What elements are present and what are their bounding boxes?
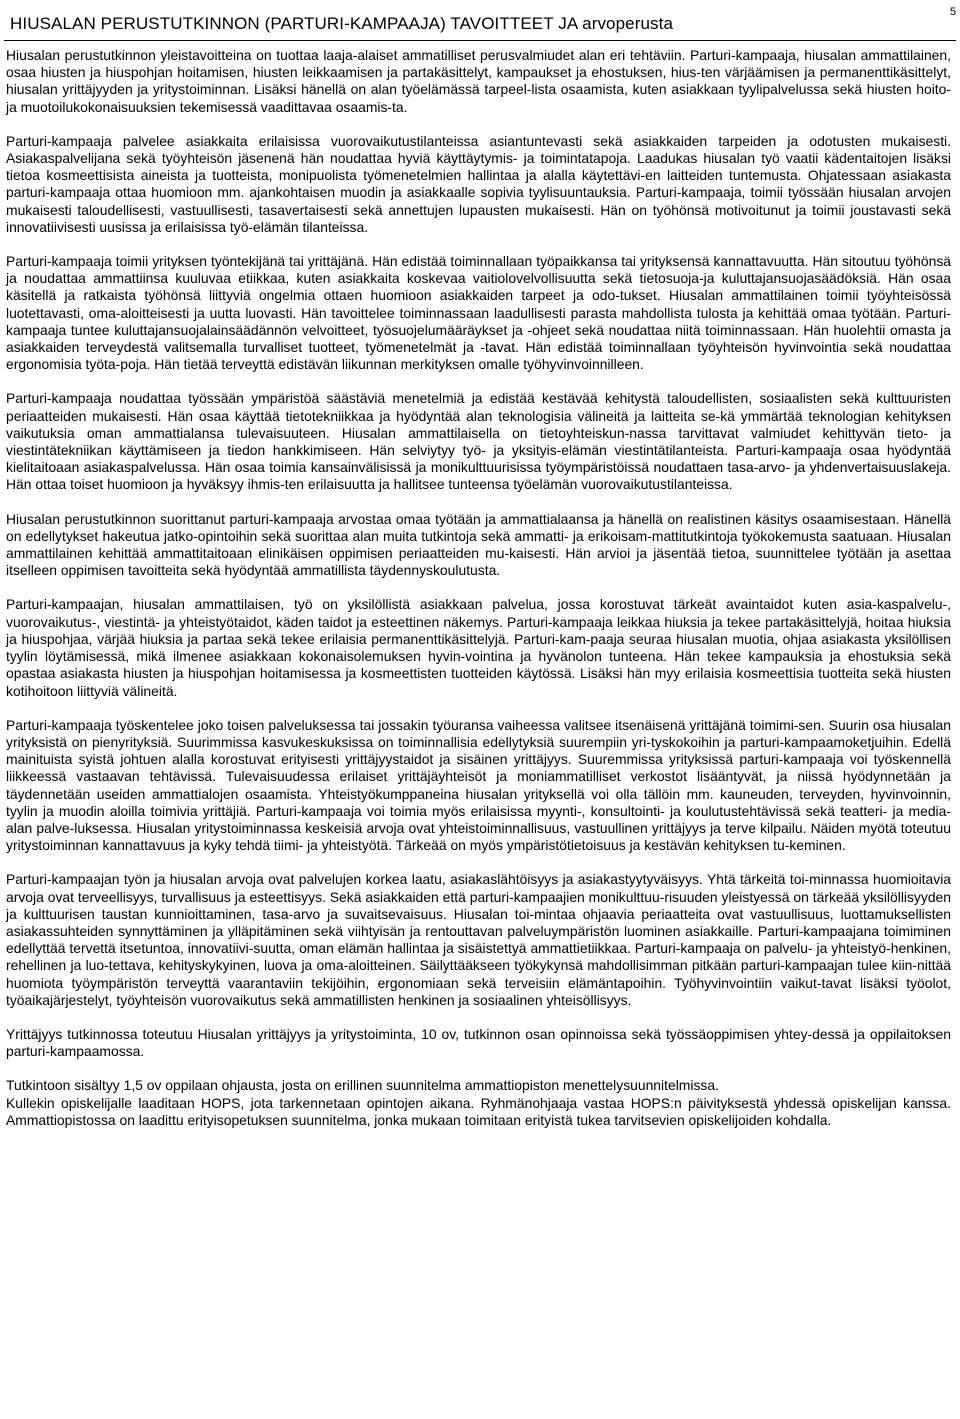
- paragraph-hops: Kullekin opiskelijalle laaditaan HOPS, jota tarkennetaan opintojen aikana. Ryhmänohjaaja vastaa HOPS:n päivityksestä yhdessä opiskelijan kanssa. Ammattiopistossa on laadittu erityisopetuksen suunnitelma, jonka mukaan toimitaan erityistä tukea tarvitsevien opiskelijoiden kohdalla.: [6, 1094, 951, 1128]
- paragraph-values: Parturi-kampaajan työn ja hiusalan arvoja ovat palvelujen korkea laatu, asiakaslähtöisyys ja asiakastyytyväisyys. Yhtä tärkeitä toi-minnassa huomioitavia arvoja ovat terveellisyys, turvallisuus ja esteettisyys. Sekä asiakkaiden että parturi-kampaajien monikulttuu-risuuden yleistyessä on tärkeää yksilöllisyyden ja kulttuurisen taustan kunnioittaminen, tasa-arvo ja suvaitsevaisuus. Hiusalan toi-mintaa ohjaavia periaatteita ovat vastuullisuus, luottamuksellisten asiakassuhteiden synnyttäminen ja ylläpitäminen sekä viihtyisän ja rentouttavan palveluympäristön luominen asiakkaille. Parturi-kampaajana toimiminen edellyttää tervettä itsetuntoa, innovatiivi-suutta, oman elämän hallintaa ja sisäistettyä ammattietiikkaa. Parturi-kampaaja on palvelu- ja yhteistyö-henkinen, rehellinen ja luo-tettava, kehityskykyinen, luova ja oma-aloitteinen. Säilyttääkseen työkykynsä mahdollisimman pitkään parturi-kampaajan tulee kiin-nittää huomiota työympäristön terveyttä vaarantaviin tekijöihin, ergonomiaan sekä terveisiin elämäntapoihin. Työhyvinvointiin vaikut-tavat lisäksi työolot, työaikajärjestelyt, työyhteisön vuorovaikutus sekä ammatillisten henkinen ja sosiaalinen yhteisöllisyys.: [6, 871, 951, 1008]
- paragraph-customer-service: Parturi-kampaaja palvelee asiakkaita erilaisissa vuorovaikutustilanteissa asiantuntevasti sekä asiakkaiden tarpeiden ja odotusten mukaisesti. Asiakaspalvelijana sekä työyhteisön jäsenenä hän noudattaa hyviä käyttäytymis- ja toimintatapoja. Laadukas hiusalan työ vaatii kädentaitojen lisäksi tietoa kosmeettisista aineista ja tuotteista, monipuolista työmenetelmien hallintaa ja alalla käytettävi-en laitteiden tuntemusta. Ohjatessaan asiakasta parturi-kampaaja ottaa huomioon mm. ajankohtaisen muodin ja asiakkaalle sopivia tyylisuuntauksia. Parturi-kampaaja, toimii työssään hiusalan arvojen mukaisesti taloudellisesti, vastuullisesti, tasavertaisesti sekä annettujen lupausten mukaisesti. Hän on työhönsä motivoitunut ja toimii joustavasti sekä innovatiivisesti uusissa ja erilaisissa työ-elämän tilanteissa.: [6, 132, 951, 235]
- paragraph-entrepreneurship-studies: Yrittäjyys tutkinnossa toteutuu Hiusalan yrittäjyys ja yritystoiminta, 10 ov, tutkinnon osan opinnoissa sekä työssäoppimisen yhtey-dessä ja oppilaitoksen parturi-kampaamossa.: [6, 1025, 951, 1060]
- document-body: [6, 47, 951, 1129]
- paragraph-general-goals: Hiusalan perustutkinnon yleistavoitteina on tuottaa laaja-alaiset ammatilliset perusvalmiudet alan eri tehtäviin. Parturi-kampaaja, hiusalan ammattilainen, osaa hiusten ja hiuspohjan hoitamisen, hiusten leikkaamisen ja partakäsittelyt, kampaukset ja ehostuksen, hius-ten värjäämisen ja permanenttikäsittelyt, hiusalan yrittäjyyden ja yritystoiminnan. Lisäksi hänellä on alan työelämässä tarpeel-lista osaamista, kuten asiakkaan tyylipalvelussa sekä hiusten hoito- ja muotoilukokonaisuuksien tekemisessä vaadittavaa osaamis-ta.: [6, 47, 951, 115]
- page-number: 5: [949, 6, 956, 18]
- paragraph-entrepreneurship: Parturi-kampaaja työskentelee joko toisen palveluksessa tai jossakin työuransa vaiheessa valitsee itsenäisenä yrittäjänä toimimi-sen. Suurin osa hiusalan yrityksistä on pienyrityksiä. Suurimmissa kasvukeskuksissa on toiminnallisia edellytyksiä suurempiin yri-tyskokoihin ja parturi-kampaamoketjuihin. Edellä mainituista syistä johtuen alalla korostuvat erityisesti yrittäjyystaidot ja sisäinen yrittäjyys. Suuremmissa yrityksissä parturi-kampaaja voi työskennellä liikkeessä vastaavan tehtävissä. Tulevaisuudessa erilaiset yrittäjäyhteisöt ja moniammatilliset verkostot lisääntyvät, ja niissä hyödynnetään ja täydennetään useiden ammattialojen osaamista. Yhteistyökumppaneina hiusalan yrityksellä voi olla tällöin mm. kauneuden, terveyden, hyvinvoinnin, tyylin ja muodin aloilla toimivia yrittäjiä. Parturi-kampaaja voi toimia myös erilaisissa myynti-, konsultointi- ja koulutustehtävissä sekä teatteri- ja media-alan palve-luksessa. Hiusalan yritystoiminnassa keskeisiä arvoja ovat yhteistoiminnallisuus, vastuullinen yrittäjyys ja terve kilpailu. Näiden myötä toteutuu yritystoiminnan kannattavuus ja kyky tehdä tiimi- ja yhteistyötä. Tärkeää on myös ympäristötietoisuus ja kestävän kehityksen tu-keminen.: [6, 716, 951, 854]
- document-title: HIUSALAN PERUSTUTKINNON (PARTURI-KAMPAAJA) TAVOITTEET JA arvoperusta: [10, 14, 674, 33]
- page-header: [4, 6, 956, 40]
- paragraph-work-description: Parturi-kampaajan, hiusalan ammattilaisen, työ on yksilöllistä asiakkaan palvelua, jossa korostuvat tärkeät avaintaidot kuten asia-kaspalvelu-, vuorovaikutus-, viestintä- ja yhteistyötaidot, käden taidot ja esteettinen näkemys. Parturi-kampaaja leikkaa hiuksia ja tekee partakäsittelyjä, hoitaa hiuksia ja hiuspohjaa, värjää hiuksia ja partaa sekä tekee erilaisia permanenttikäsittelyjä. Parturi-kam-paaja seuraa hiusalan muotia, ohjaa asiakasta yksilöllisen tyylin löytämisessä, mikä ilmenee asiakkaan kokonaisolemuksen hyvin-vointina ja hyvänolon tunteena. Hän tekee kampauksia ja ehostuksia sekä opastaa asiakasta hiusten ja hiuspohjan hoitamisessa ja kosmeettisten tuotteiden käytössä. Lisäksi hän myy erilaisia kosmeettisia tuotteita sekä hiusten kotihoitoon liittyviä välineitä.: [6, 596, 951, 699]
- paragraph-employee-entrepreneur: Parturi-kampaaja toimii yrityksen työntekijänä tai yrittäjänä. Hän edistää toiminnallaan työpaikkansa tai yrityksensä kannattavuutta. Hän sitoutuu työhönsä ja noudattaa ammattiinsa kuuluvaa etiikkaa, kuten asiakkaita koskevaa vaitiolovelvollisuutta sekä tietosuoja-ja kuluttajansuojasäädöksiä. Hän osaa käsitellä ja ratkaista työhönsä liittyviä ongelmia ottaen huomioon asiakkaiden tarpeet ja odo-tukset. Hiusalan ammattilainen toimii työyhteisössä luotettavasti, oma-aloitteisesti ja uutta luovasti. Hän tavoittelee toiminnassaan laadullisesti parasta mahdollista tulosta ja kehittää omaa työtään. Parturi-kampaaja tuntee kuluttajansuojalainsäädännön velvoitteet, työsuojelumääräykset ja -ohjeet sekä noudattaa niitä toiminnassaan. Hän huolehtii omasta ja asiakkaiden terveydestä valitsemalla turvalliset tuotteet, työmenetelmät ja -tavat. Hän edistää toiminnallaan työyhteisön hyvinvointia sekä noudattaa ergonomisia työta-poja. Hän tietää terveyttä edistävän liikunnan merkityksen omalle työhyvinvoinnilleen.: [6, 253, 951, 373]
- paragraph-guidance: Tutkintoon sisältyy 1,5 ov oppilaan ohjausta, josta on erillinen suunnitelma ammattiopiston menettelysuunnitelmissa.: [6, 1077, 719, 1094]
- paragraph-sustainability: Parturi-kampaaja noudattaa työssään ympäristöä säästäviä menetelmiä ja edistää kestävää kehitystä taloudellisten, sosiaalisten sekä kulttuuristen periaatteiden mukaisesti. Hän osaa käyttää tietotekniikkaa ja hyödyntää alan teknologisia välineitä ja laitteita se-kä ymmärtää teknologian kehityksen vaikutuksia oman ammattialansa tulevaisuuteen. Hiusalan ammattilaisella on tietoyhteiskun-nassa tarvittavat valmiudet kehittyvän tieto- ja viestintätekniikan käyttämiseen ja tiedon hankkimiseen. Hän selviytyy työ- ja yksityis-elämän viestintätilanteista. Parturi-kampaaja osaa hyödyntää kielitaitoaan asiakaspalvelussa. Hän osaa toimia kansainvälisissä ja monikulttuurisissa työympäristöissä noudattaen tasa-arvo- ja yhdenvertaisuuslakeja. Hän ottaa toiset huomioon ja hyväksyy ihmis-ten erilaisuutta ja hallitsee tunteensa työelämän vuorovaikutustilanteissa.: [6, 390, 951, 493]
- header-rule: [4, 40, 956, 41]
- paragraph-further-studies: Hiusalan perustutkinnon suorittanut parturi-kampaaja arvostaa omaa työtään ja ammattialaansa ja hänellä on realistinen käsitys osaamisestaan. Hänellä on edellytykset hakeutua jatko-opintoihin sekä suorittaa alan muita tutkintoja sekä ammatti- ja erikoisam-mattitutkintoja työkokemusta saatuaan. Hiusalan ammattilainen kehittää ammattitaitoaan elinikäisen oppimisen periaatteiden mu-kaisesti. Hän arvioi ja jäsentää tietoa, suunnittelee työtään ja asettaa itselleen oppimisen tavoitteita sekä hyödyntää ammatillista täydennyskoulutusta.: [6, 510, 951, 579]
